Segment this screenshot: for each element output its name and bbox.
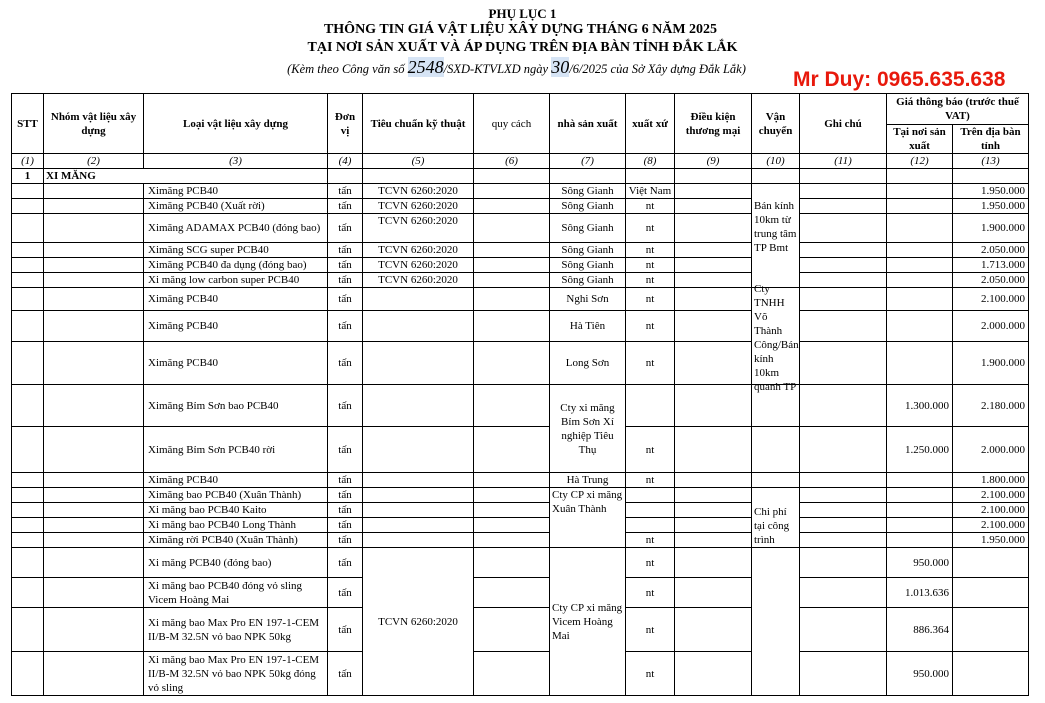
origin: nt xyxy=(626,199,675,214)
column-number-row xyxy=(12,154,1029,169)
col-note: Ghi chú xyxy=(800,94,887,154)
maker: Sông Gianh xyxy=(550,199,626,214)
unit: tấn xyxy=(328,273,363,288)
unit: tấn xyxy=(328,342,363,385)
material-name: Ximăng PCB40 xyxy=(144,184,328,199)
price-site xyxy=(887,488,953,503)
unit: tấn xyxy=(328,199,363,214)
col-stt: STT xyxy=(12,94,44,154)
col-terms: Điều kiện thương mại xyxy=(675,94,752,154)
material-name: Xi măng bao Max Pro EN 197-1-CEM II/B-M 32.5N vỏ bao NPK 50kg đóng vỏ sling xyxy=(144,652,328,696)
standard: TCVN 6260:2020 xyxy=(363,273,474,288)
table-row xyxy=(12,184,1029,199)
origin: nt xyxy=(626,273,675,288)
unit: tấn xyxy=(328,652,363,696)
column-number: (9) xyxy=(675,154,752,169)
unit: tấn xyxy=(328,385,363,427)
column-number: (11) xyxy=(800,154,887,169)
reference-day: 30 xyxy=(551,57,570,77)
column-number: (12) xyxy=(887,154,953,169)
section-title: XI MĂNG xyxy=(44,169,328,184)
table-row xyxy=(12,503,1029,518)
material-name: Ximăng PCB40 xyxy=(144,311,328,342)
column-number: (2) xyxy=(44,154,144,169)
material-name: Ximăng PCB40 xyxy=(144,288,328,311)
transport-radius: Bán kính 10km từ trung tâm TP Bmt xyxy=(752,199,800,288)
section-stt: 1 xyxy=(12,169,44,184)
appendix-title: PHỤ LỤC 1 xyxy=(488,6,557,21)
price-site xyxy=(887,311,953,342)
unit: tấn xyxy=(328,578,363,608)
unit: tấn xyxy=(328,311,363,342)
origin: nt xyxy=(626,652,675,696)
maker-xuan-thanh: Cty CP xi măng Xuân Thành xyxy=(550,488,626,548)
column-number: (1) xyxy=(12,154,44,169)
document-title: THÔNG TIN GIÁ VẬT LIỆU XÂY DỰNG THÁNG 6 NĂM 2025 xyxy=(323,22,718,37)
section-row xyxy=(12,169,1029,184)
table-row xyxy=(12,273,1029,288)
maker: Long Sơn xyxy=(550,342,626,385)
reference-prefix: (Kèm theo Công văn số xyxy=(287,62,408,76)
table-row xyxy=(12,342,1029,385)
price-area: 2.050.000 xyxy=(953,243,1029,258)
transport-company xyxy=(752,283,800,393)
price-site xyxy=(887,214,953,243)
material-name: Xi măng PCB40 (đóng bao) xyxy=(144,548,328,578)
material-name: Ximăng PCB40 xyxy=(144,473,328,488)
col-price-group: Giá thông báo (trước thuế VAT) xyxy=(887,94,1029,125)
price-site xyxy=(887,258,953,273)
price-area xyxy=(953,548,1029,578)
table-row xyxy=(12,385,1029,427)
price-area: 2.000.000 xyxy=(953,427,1029,473)
reference-middle: /SXD-KTVLXD ngày xyxy=(443,62,552,76)
price-area: 2.100.000 xyxy=(953,288,1029,311)
origin: nt xyxy=(626,473,675,488)
price-site xyxy=(887,342,953,385)
maker: Nghi Sơn xyxy=(550,288,626,311)
maker: Sông Gianh xyxy=(550,273,626,288)
price-area: 2.050.000 xyxy=(953,273,1029,288)
column-number: (3) xyxy=(144,154,328,169)
table-row xyxy=(12,578,1029,608)
price-site: 950.000 xyxy=(887,548,953,578)
price-site xyxy=(887,533,953,548)
unit: tấn xyxy=(328,184,363,199)
origin: nt xyxy=(626,311,675,342)
material-name: Xi măng bao PCB40 Long Thành xyxy=(144,518,328,533)
price-area: 1.950.000 xyxy=(953,199,1029,214)
table-row xyxy=(12,427,1029,473)
unit: tấn xyxy=(328,243,363,258)
origin: Việt Nam xyxy=(626,184,675,199)
maker-bim-son: Cty xi măng Bỉm Sơn Xí nghiệp Tiêu Thụ xyxy=(550,385,626,473)
col-maker: nhà sản xuất xyxy=(550,94,626,154)
table-row xyxy=(12,533,1029,548)
col-unit: Đơn vị xyxy=(328,94,363,154)
standard: TCVN 6260:2020 xyxy=(363,258,474,273)
watermark-contact: Mr Duy: 0965.635.638 xyxy=(793,68,1006,91)
column-number: (5) xyxy=(363,154,474,169)
price-site xyxy=(887,199,953,214)
table-row xyxy=(12,311,1029,342)
table-row xyxy=(12,652,1029,696)
maker: Hà Trung xyxy=(550,473,626,488)
price-area: 2.100.000 xyxy=(953,488,1029,503)
origin: nt xyxy=(626,608,675,652)
price-site xyxy=(887,288,953,311)
origin: nt xyxy=(626,288,675,311)
price-area xyxy=(953,652,1029,696)
table-row xyxy=(12,488,1029,503)
material-name: Xi măng bao Max Pro EN 197-1-CEM II/B-M 32.5N vỏ bao NPK 50kg xyxy=(144,608,328,652)
material-name: Ximăng PCB40 xyxy=(144,342,328,385)
unit: tấn xyxy=(328,608,363,652)
transport-company-text: Cty TNHH Võ Thành Công/Bán kính 10km quanh TP xyxy=(754,283,799,393)
table-row xyxy=(12,199,1029,214)
material-name: Ximăng PCB40 đa dụng (đóng bao) xyxy=(144,258,328,273)
col-material: Loại vật liệu xây dựng xyxy=(144,94,328,154)
table-row xyxy=(12,548,1029,578)
material-name: Ximăng bao PCB40 (Xuân Thành) xyxy=(144,488,328,503)
column-number: (4) xyxy=(328,154,363,169)
standard: TCVN 6260:2020 xyxy=(363,199,474,214)
column-number: (7) xyxy=(550,154,626,169)
price-area: 2.000.000 xyxy=(953,311,1029,342)
origin: nt xyxy=(626,427,675,473)
standard: TCVN 6260:2020 xyxy=(363,214,474,243)
price-site: 1.300.000 xyxy=(887,385,953,427)
col-standard: Tiêu chuẩn kỹ thuật xyxy=(363,94,474,154)
price-area: 1.950.000 xyxy=(953,184,1029,199)
material-name: Ximăng Bỉm Sơn PCB40 rời xyxy=(144,427,328,473)
unit: tấn xyxy=(328,488,363,503)
price-site: 1.013.636 xyxy=(887,578,953,608)
unit: tấn xyxy=(328,473,363,488)
unit: tấn xyxy=(328,288,363,311)
maker: Hà Tiên xyxy=(550,311,626,342)
price-area: 1.900.000 xyxy=(953,214,1029,243)
unit: tấn xyxy=(328,258,363,273)
table-row xyxy=(12,243,1029,258)
price-area: 2.100.000 xyxy=(953,503,1029,518)
table-row xyxy=(12,473,1029,488)
price-area xyxy=(953,608,1029,652)
unit: tấn xyxy=(328,503,363,518)
material-name: Ximăng rời PCB40 (Xuân Thành) xyxy=(144,533,328,548)
maker: Sông Gianh xyxy=(550,214,626,243)
column-number: (10) xyxy=(752,154,800,169)
maker: Sông Gianh xyxy=(550,243,626,258)
material-name: Xi măng bao PCB40 đóng vỏ sling Vicem Hoàng Mai xyxy=(144,578,328,608)
price-site: 886.364 xyxy=(887,608,953,652)
column-number: (13) xyxy=(953,154,1029,169)
origin: nt xyxy=(626,578,675,608)
origin: nt xyxy=(626,243,675,258)
price-area: 1.800.000 xyxy=(953,473,1029,488)
price-site xyxy=(887,518,953,533)
price-area: 1.950.000 xyxy=(953,533,1029,548)
price-site: 950.000 xyxy=(887,652,953,696)
origin xyxy=(626,385,675,427)
reference-number: 2548 xyxy=(407,57,444,77)
standard-vicem: TCVN 6260:2020 xyxy=(363,548,474,696)
price-site xyxy=(887,503,953,518)
transport-site-cost: Chi phí tại công trình xyxy=(752,488,800,548)
price-area: 2.100.000 xyxy=(953,518,1029,533)
price-area: 1.900.000 xyxy=(953,342,1029,385)
price-area xyxy=(953,578,1029,608)
material-name: Xi măng bao PCB40 Kaito xyxy=(144,503,328,518)
origin: nt xyxy=(626,342,675,385)
table-row xyxy=(12,214,1029,243)
material-name: Ximăng Bỉm Sơn bao PCB40 xyxy=(144,385,328,427)
table-row xyxy=(12,608,1029,652)
price-site xyxy=(887,273,953,288)
transport-empty xyxy=(752,548,800,696)
price-table xyxy=(11,93,1029,696)
transport-empty xyxy=(752,184,800,199)
material-name: Ximăng SCG super PCB40 xyxy=(144,243,328,258)
origin: nt xyxy=(626,258,675,273)
document-header xyxy=(0,0,1045,92)
table-row xyxy=(12,258,1029,273)
maker-vicem: Cty CP xi măng Vicem Hoàng Mai xyxy=(550,548,626,696)
col-spec: quy cách xyxy=(474,94,550,154)
col-price-area: Trên địa bàn tỉnh xyxy=(953,125,1029,154)
table-row xyxy=(12,288,1029,311)
table-row xyxy=(12,518,1029,533)
maker: Sông Gianh xyxy=(550,184,626,199)
standard: TCVN 6260:2020 xyxy=(363,184,474,199)
reference-suffix: /6/2025 của Sở Xây dựng Đắk Lắk) xyxy=(569,62,746,76)
column-number: (6) xyxy=(474,154,550,169)
unit: tấn xyxy=(328,427,363,473)
price-area: 2.180.000 xyxy=(953,385,1029,427)
price-area: 1.713.000 xyxy=(953,258,1029,273)
col-group: Nhóm vật liệu xây dựng xyxy=(44,94,144,154)
document-subtitle: TẠI NƠI SẢN XUẤT VÀ ÁP DỤNG TRÊN ĐỊA BÀN TỈNH ĐẮK LẮK xyxy=(307,40,738,55)
header-row xyxy=(12,94,1029,125)
col-transport: Vận chuyển xyxy=(752,94,800,154)
material-name: Ximăng PCB40 (Xuất rời) xyxy=(144,199,328,214)
col-origin: xuất xứ xyxy=(626,94,675,154)
column-number: (8) xyxy=(626,154,675,169)
price-site xyxy=(887,184,953,199)
unit: tấn xyxy=(328,214,363,243)
unit: tấn xyxy=(328,518,363,533)
material-name: Ximăng ADAMAX PCB40 (đóng bao) xyxy=(144,214,328,243)
unit: tấn xyxy=(328,533,363,548)
origin: nt xyxy=(626,533,675,548)
standard: TCVN 6260:2020 xyxy=(363,243,474,258)
price-site xyxy=(887,243,953,258)
material-name: Xi măng low carbon super PCB40 xyxy=(144,273,328,288)
origin: nt xyxy=(626,214,675,243)
col-price-site: Tại nơi sản xuất xyxy=(887,125,953,154)
maker: Sông Gianh xyxy=(550,258,626,273)
unit: tấn xyxy=(328,548,363,578)
price-site: 1.250.000 xyxy=(887,427,953,473)
origin: nt xyxy=(626,548,675,578)
price-site xyxy=(887,473,953,488)
